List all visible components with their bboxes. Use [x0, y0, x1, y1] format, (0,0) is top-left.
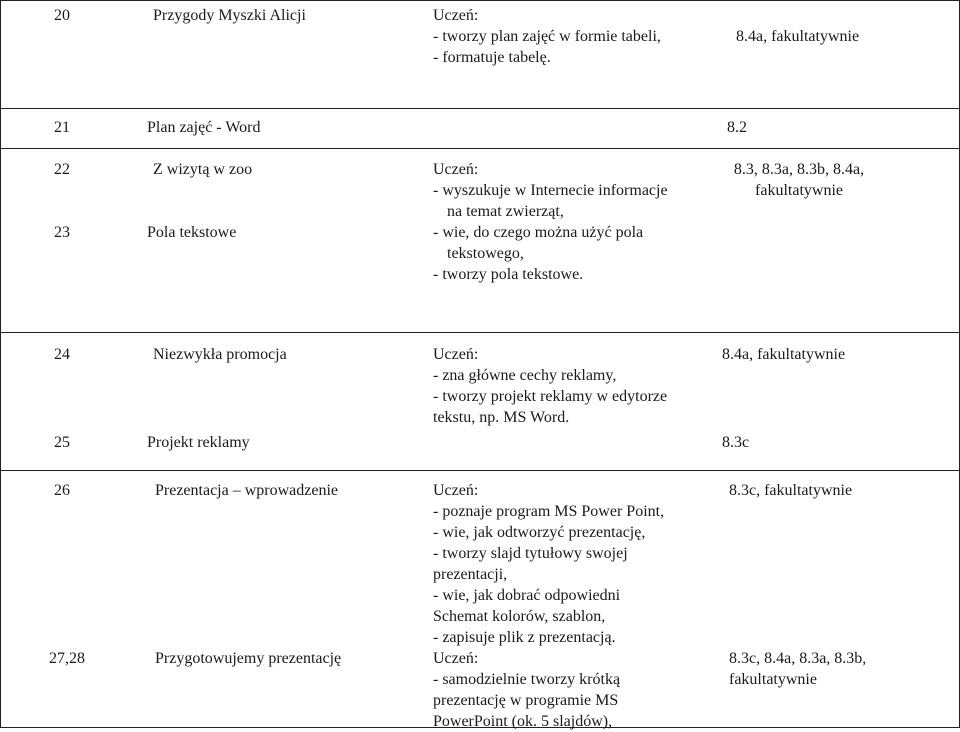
outcome-line: - poznaje program MS Power Point, [433, 503, 665, 520]
column-divider [0, 0, 1, 728]
row-number: 25 [54, 434, 70, 451]
outcome-line: - wyszukuje w Internecie informacje [433, 182, 668, 199]
row-divider [0, 108, 960, 109]
outcome-line: - tworzy pola tekstowe. [433, 266, 584, 283]
outcome-line: - zapisuje plik z prezentacją. [433, 629, 616, 646]
row-number: 26 [54, 482, 70, 499]
lesson-title: Pola tekstowe [147, 224, 237, 241]
lesson-classes: 8.2 [727, 119, 747, 136]
outcome-line: - wie, jak dobrać odpowiedni [433, 587, 621, 604]
row-number: 21 [54, 119, 70, 136]
lesson-classes [729, 648, 866, 690]
lesson-title: Prezentacja – wprowadzenie [155, 482, 339, 499]
outcome-line: tekstowego, [447, 245, 524, 262]
outcome-line: - wie, jak odtworzyć prezentację, [433, 524, 646, 541]
outcome-line: - tworzy plan zajęć w formie tabeli, [433, 28, 661, 45]
row-number: 22 [54, 161, 70, 178]
outcome-line: Uczeń: [433, 161, 479, 178]
lesson-title: Przygotowujemy prezentację [155, 650, 342, 667]
outcome-line: tekstu, np. MS Word. [433, 409, 570, 426]
outcome-line: - samodzielnie tworzy krótką [433, 671, 621, 688]
lesson-classes: 8.4a, fakultatywnie [736, 28, 860, 45]
row-number: 24 [54, 346, 70, 363]
row-divider [0, 332, 960, 333]
outcome-line: - formatuje tabelę. [433, 49, 551, 66]
outcome-line: Uczeń: [433, 7, 479, 24]
lesson-outcomes [433, 159, 668, 285]
lesson-outcomes [433, 5, 661, 68]
row-divider [0, 470, 960, 471]
lesson-title: Plan zajęć - Word [147, 119, 261, 136]
outcome-line: - zna główne cechy reklamy, [433, 367, 617, 384]
classes-line: fakultatywnie [729, 671, 817, 688]
lesson-outcomes [433, 648, 620, 732]
outcome-line: na temat zwierząt, [447, 203, 564, 220]
row-divider [0, 148, 960, 149]
outcome-line: Uczeń: [433, 346, 479, 363]
classes-line: fakultatywnie [755, 182, 843, 199]
lesson-title: Niezwykła promocja [153, 346, 287, 363]
lesson-outcomes [433, 480, 664, 648]
lesson-title: Z wizytą w zoo [153, 161, 253, 178]
outcome-line: - wie, do czego można użyć pola [433, 224, 644, 241]
outcome-line: Schemat kolorów, szablon, [433, 608, 606, 625]
lesson-title: Przygody Myszki Alicji [153, 7, 306, 24]
lesson-classes: 8.4a, fakultatywnie [722, 346, 846, 363]
lesson-classes [722, 159, 876, 201]
lesson-title: Projekt reklamy [147, 434, 250, 451]
outcome-line: Uczeń: [433, 650, 479, 667]
outcome-line: - tworzy projekt reklamy w edytorze [433, 388, 668, 405]
lesson-classes: 8.3c [722, 434, 750, 451]
outcome-line: prezentacji, [433, 566, 508, 583]
classes-line: 8.3, 8.3a, 8.3b, 8.4a, [733, 161, 865, 178]
outcome-line: PowerPoint (ok. 5 slajdów), [433, 713, 613, 730]
row-number: 27,28 [49, 650, 85, 667]
row-number: 23 [54, 224, 70, 241]
outcome-line: - tworzy slajd tytułowy swojej [433, 545, 628, 562]
classes-line: 8.3c, 8.4a, 8.3a, 8.3b, [729, 650, 867, 667]
row-number: 20 [54, 7, 70, 24]
outcome-line: Uczeń: [433, 482, 479, 499]
outcome-line: prezentację w programie MS [433, 692, 619, 709]
lesson-classes: 8.3c, fakultatywnie [729, 482, 853, 499]
row-divider [0, 0, 960, 1]
lesson-outcomes [433, 344, 667, 428]
